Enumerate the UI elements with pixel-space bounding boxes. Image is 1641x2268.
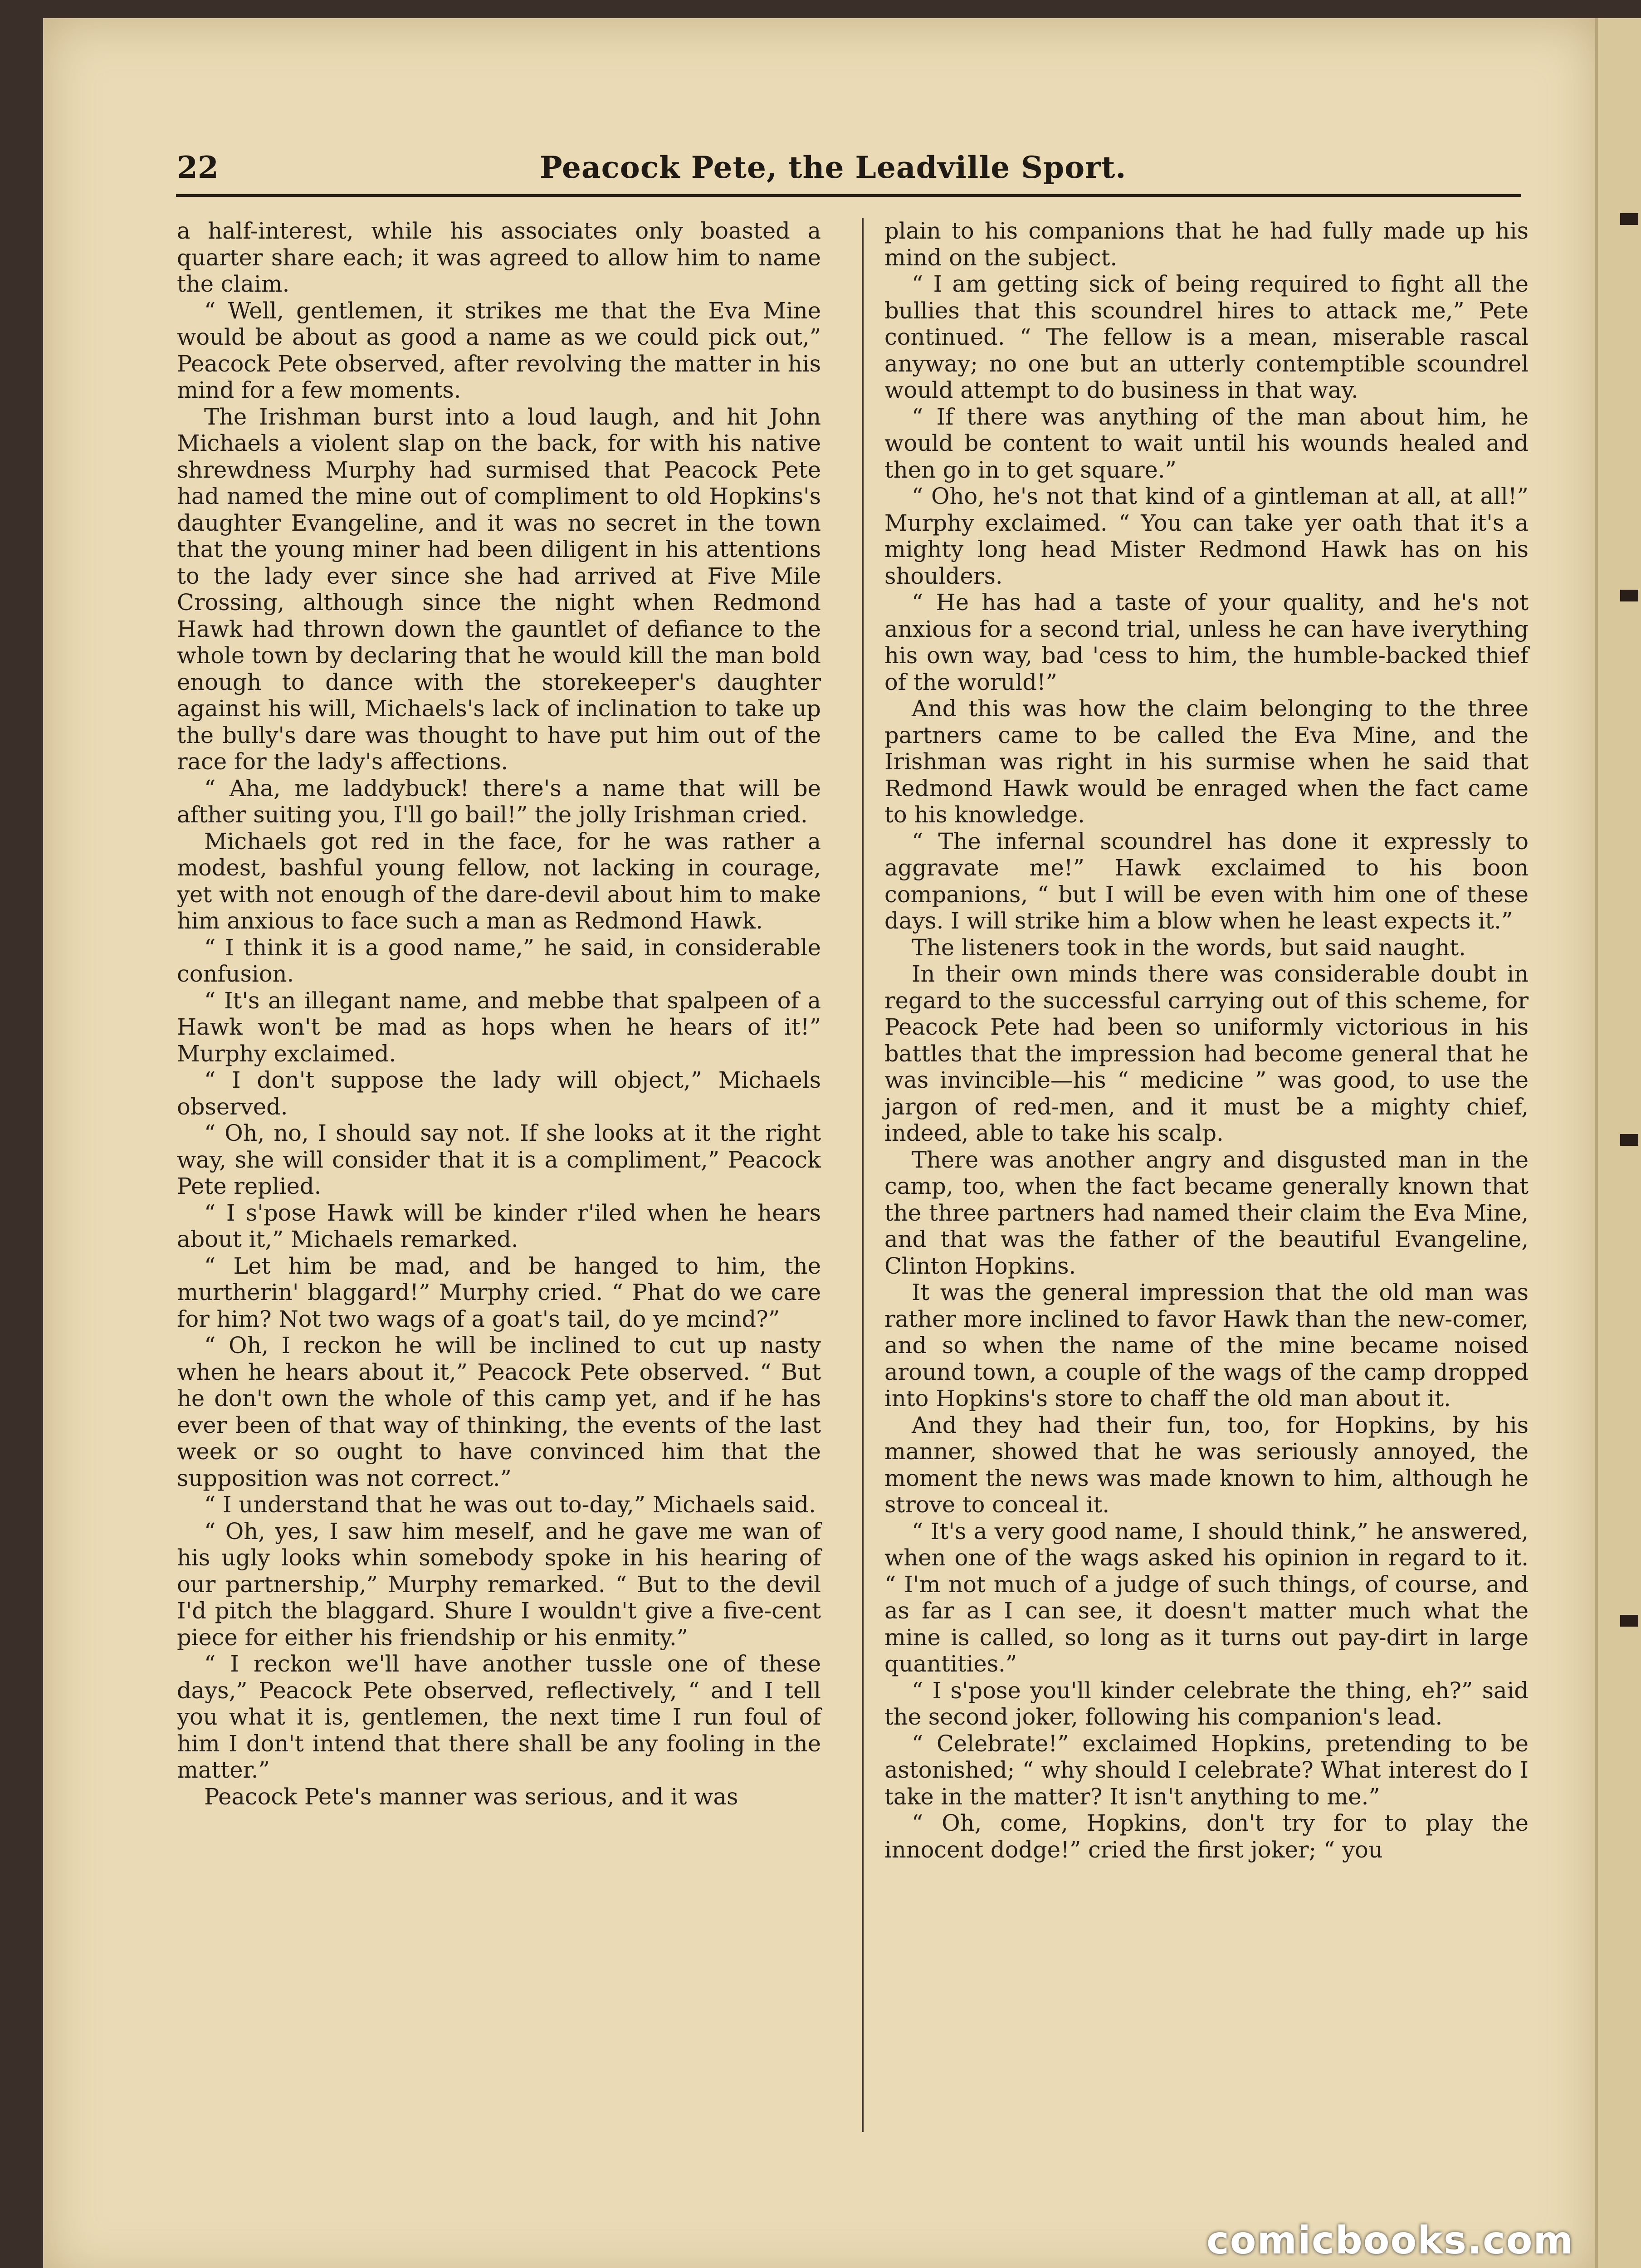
paragraph: The listeners took in the words, but said naught.	[912, 934, 1466, 961]
paragraph: “ I am getting sick of being required to fight all the bullies that this scoundrel hires to attack me,” Pete continued. “ The fellow is a mean, miserable rascal anyway; no one but an utterly contemptible scoundrel would attempt to do business in that way.	[884, 271, 1529, 403]
paragraph: plain to his companions that he had fully made up his mind on the subject.	[884, 218, 1529, 271]
paragraph: “ It's a very good name, I should think,” he answered, when one of the wags asked his opinion in regard to it. “ I'm not much of a judge of such things, of course, and as far as I can see, it doesn't matter much what the mine is called, so long as it turns out pay-dirt in large quantities.”	[884, 1518, 1529, 1677]
paragraph: “ Oh, come, Hopkins, don't try for to play the innocent dodge!” cried the first joker; “ you	[884, 1810, 1529, 1863]
paragraph: In their own minds there was considerable doubt in regard to the successful carrying out of this scheme, for Peacock Pete had been so uniformly victorious in his battles that the impression had become general that he was invincible—his “ medicine ” was good, to use the jargon of red-men, and it must be a mighty chief, indeed, able to take his scalp.	[884, 961, 1529, 1146]
paragraph: “ I think it is a good name,” he said, in considerable confusion.	[177, 934, 821, 987]
paragraph: Michaels got red in the face, for he was rather a modest, bashful young fellow, not lacking in courage, yet with not enough of the dare-devil about him to make him anxious to face such a man as Redmond Hawk.	[177, 828, 821, 934]
paragraph: And they had their fun, too, for Hopkins, by his manner, showed that he was seriously annoyed, the moment the news was made known to him, although he strove to conceal it.	[884, 1412, 1529, 1518]
paragraph: a half-interest, while his associates only boasted a quarter share each; it was agreed to allow him to name the claim.	[177, 218, 821, 297]
binding-staple	[1620, 1134, 1638, 1146]
paragraph: It was the general impression that the old man was rather more inclined to favor Hawk than the new-comer, and so when the name of the mine became noised around town, a couple of the wags of the camp dropped into Hopkins's store to chaff the old man about it.	[884, 1279, 1529, 1412]
paragraph: “ Oh, I reckon he will be inclined to cut up nasty when he hears about it,” Peacock Pete observed. “ But he don't own the whole of this camp yet, and if he has ever been of that way of thinking, the events of the last week or so ought to have convinced him that the supposition was not correct.”	[177, 1332, 821, 1491]
paragraph: “ I don't suppose the lady will object,” Michaels observed.	[177, 1067, 821, 1120]
paragraph: There was another angry and disgusted man in the camp, too, when the fact became generally known that the three partners had named their claim the Eva Mine, and that was the father of the beautiful Evangeline, Clinton Hopkins.	[884, 1146, 1529, 1279]
paragraph: “ Celebrate!” exclaimed Hopkins, pretending to be astonished; “ why should I celebrate? What interest do I take in the matter? It isn't anything to me.”	[884, 1730, 1529, 1810]
paragraph: “ I s'pose Hawk will be kinder r'iled when he hears about it,” Michaels remarked.	[177, 1199, 821, 1252]
paragraph: “ I s'pose you'll kinder celebrate the thing, eh?” said the second joker, following his companion's lead.	[884, 1677, 1529, 1730]
paragraph: “ I reckon we'll have another tussle one of these days,” Peacock Pete observed, reflectively, “ and I tell you what it is, gentlemen, the next time I run foul of him I don't intend that there shall be any fooling in the matter.”	[177, 1651, 821, 1783]
left-column	[177, 218, 821, 1810]
page-number: 22	[177, 150, 219, 185]
paragraph: “ I understand that he was out to-day,” Michaels said.	[204, 1491, 816, 1518]
paragraph: And this was how the claim belonging to the three partners came to be called the Eva Mine, and the Irishman was right in his surmise when he said that Redmond Hawk would be enraged when the fact came to his knowledge.	[884, 695, 1529, 828]
running-title: Peacock Pete, the Leadville Sport.	[540, 150, 1127, 185]
header-rule	[176, 194, 1521, 197]
paragraph: The Irishman burst into a loud laugh, and hit John Michaels a violent slap on the back, for with his native shrewdness Murphy had surmised that Peacock Pete had named the mine out of compliment to old Hopkins's daughter Evangeline, and it was no secret in the town that the young miner had been diligent in his attentions to the lady ever since she had arrived at Five Mile Crossing, although since the night when Redmond Hawk had thrown down the gauntlet of defiance to the whole town by declaring that he would kill the man bold enough to dance with the storekeeper's daughter against his will, Michaels's lack of inclination to take up the bully's dare was thought to have put him out of the race for the lady's affections.	[177, 403, 821, 775]
paragraph: “ Oho, he's not that kind of a gintleman at all, at all!” Murphy exclaimed. “ You can take yer oath that it's a mighty long head Mister Redmond Hawk has on his shoulders.	[884, 483, 1529, 589]
paragraph: “ Well, gentlemen, it strikes me that the Eva Mine would be about as good a name as we could pick out,” Peacock Pete observed, after revolving the matter in his mind for a few moments.	[177, 297, 821, 403]
binding-staple	[1620, 213, 1638, 225]
paragraph: “ It's an illegant name, and mebbe that spalpeen of a Hawk won't be mad as hops when he hears of it!” Murphy exclaimed.	[177, 987, 821, 1067]
paragraph: “ The infernal scoundrel has done it expressly to aggravate me!” Hawk exclaimed to his boon companions, “ but I will be even with him one of these days. I will strike him a blow when he least expects it.”	[884, 828, 1529, 934]
paragraph: “ If there was anything of the man about him, he would be content to wait until his wounds healed and then go in to get square.”	[884, 403, 1529, 483]
paragraph: “ He has had a taste of your quality, and he's not anxious for a second trial, unless he can have iverything his own way, bad 'cess to him, the humble-backed thief of the woruld!”	[884, 589, 1529, 695]
binding-staple	[1620, 1615, 1638, 1627]
site-watermark: comicbooks.com	[1206, 2218, 1574, 2263]
paragraph: “ Let him be mad, and be hanged to him, the murtherin' blaggard!” Murphy cried. “ Phat do we care for him? Not two wags of a goat's tail, do ye mcind?”	[177, 1252, 821, 1332]
right-column	[884, 218, 1529, 1863]
binding-staple	[1620, 590, 1638, 601]
column-divider	[862, 218, 864, 2132]
paragraph: “ Aha, me laddybuck! there's a name that will be afther suiting you, I'll go bail!” the jolly Irishman cried.	[177, 775, 821, 828]
paragraph: “ Oh, yes, I saw him meself, and he gave me wan of his ugly looks whin somebody spoke in his hearing of our partnership,” Murphy remarked. “ But to the devil I'd pitch the blaggard. Shure I wouldn't give a five-cent piece for either his friendship or his enmity.”	[177, 1518, 821, 1651]
paragraph: Peacock Pete's manner was serious, and it was	[204, 1783, 738, 1810]
paragraph: “ Oh, no, I should say not. If she looks at it the right way, she will consider that it is a compliment,” Peacock Pete replied.	[177, 1120, 821, 1199]
